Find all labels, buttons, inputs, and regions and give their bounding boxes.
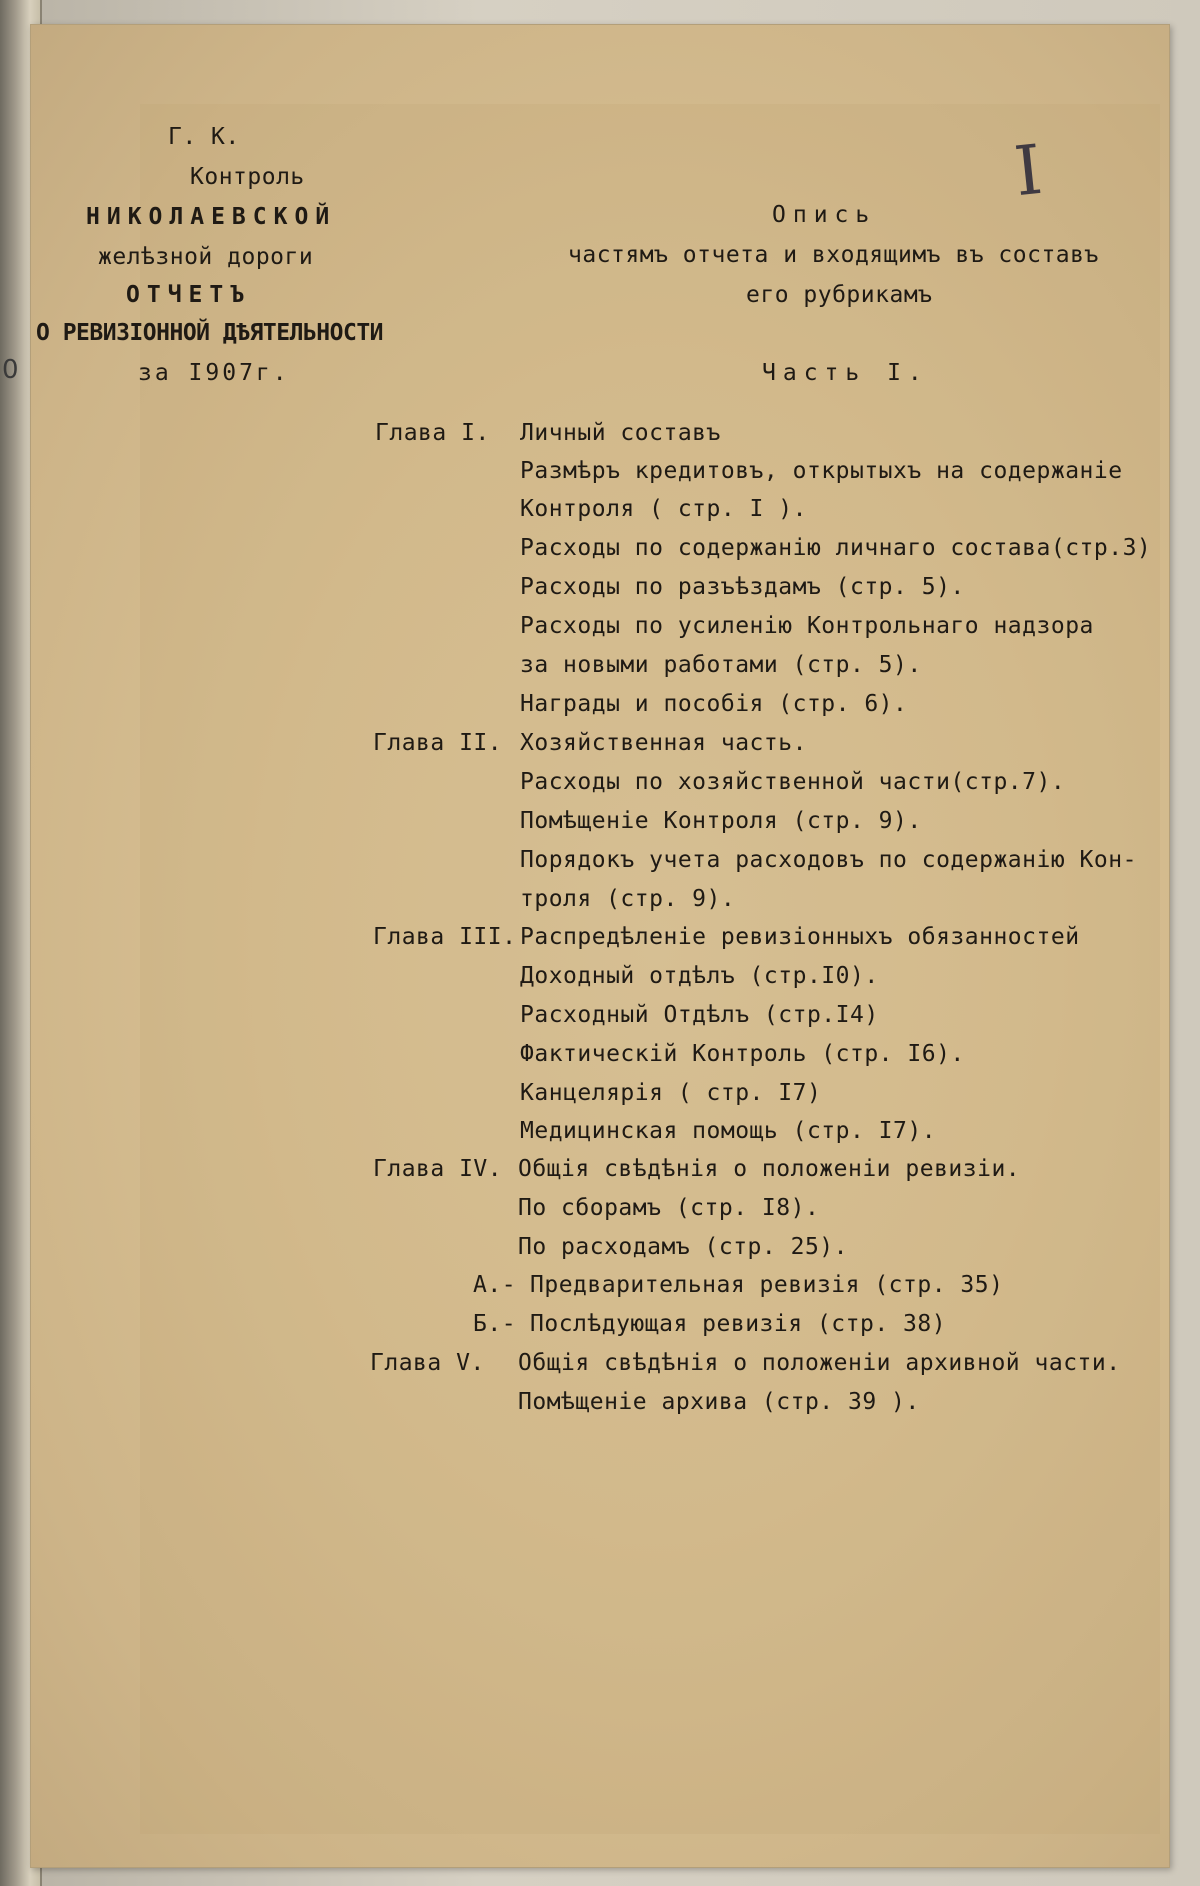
sub-item-letter: А.-: [473, 1272, 517, 1298]
chapter-item: По расходамъ (стр. 25).: [518, 1234, 848, 1260]
header-left-line7: за І907г.: [138, 360, 290, 386]
header-left-line1: Г. К.: [168, 124, 240, 150]
chapter-label: Глава II.: [373, 730, 503, 756]
chapter-item: Доходный отдѣлъ (стр.I0).: [520, 963, 879, 989]
header-left-line6: О РЕВИЗІОННОЙ ДѢЯТЕЛЬНОСТИ: [36, 320, 384, 346]
chapter-item: Фактическій Контроль (стр. I6).: [520, 1041, 965, 1067]
chapter-item: Расходы по усиленію Контрольнаго надзора: [520, 613, 1094, 639]
chapter-item: Контроля ( стр. I ).: [520, 496, 807, 522]
document-page: [30, 24, 1170, 1868]
header-right-subtitle1: частямъ отчета и входящимъ въ составъ: [568, 242, 1099, 268]
header-left-line5: ОТЧЕТЪ: [126, 282, 252, 308]
chapter-item: По сборамъ (стр. I8).: [518, 1195, 820, 1221]
header-left-line4: желѣзной дороги: [98, 244, 314, 270]
chapter-item: Хозяйственная часть.: [520, 730, 807, 756]
chapter-item: Расходный Отдѣлъ (стр.I4): [520, 1002, 879, 1028]
chapter-item: Расходы по разъѣздамъ (стр. 5).: [520, 574, 965, 600]
chapter-item: Размѣръ кредитовъ, открытыхъ на содержаніе: [520, 458, 1123, 484]
chapter-label: Глава I.: [375, 420, 490, 446]
chapter-item: Помѣщеніе архива (стр. 39 ).: [518, 1389, 920, 1415]
chapter-label: Глава V.: [370, 1350, 485, 1376]
chapter-item: Расходы по хозяйственной части(стр.7).: [520, 769, 1066, 795]
header-left-line3: НИКОЛАЕВСКОЙ: [86, 204, 337, 230]
chapter-item: Общія свѣдѣнія о положеніи архивной части.: [518, 1350, 1121, 1376]
pencil-mark: I: [1010, 130, 1046, 213]
chapter-item: Награды и пособія (стр. 6).: [520, 691, 908, 717]
chapter-item: Канцелярія ( стр. I7): [520, 1080, 822, 1106]
chapter-label: Глава III.: [373, 924, 517, 950]
sub-item-text: Послѣдующая ревизія (стр. 38): [530, 1311, 947, 1337]
header-left-line2: Контроль: [190, 164, 305, 190]
chapter-label: Глава IV.: [373, 1156, 503, 1182]
header-right-subtitle2: его рубрикамъ: [746, 282, 933, 308]
chapter-item: Личный составъ: [520, 420, 721, 446]
header-right-title: Опись: [772, 202, 877, 228]
edge-mark: 0: [2, 355, 19, 385]
chapter-item: Общія свѣдѣнія о положеніи ревизіи.: [518, 1156, 1021, 1182]
sub-item-text: Предварительная ревизія (стр. 35): [530, 1272, 1004, 1298]
chapter-item: Медицинская помощь (стр. I7).: [520, 1118, 937, 1144]
chapter-item: Распредѣленіе ревизіонныхъ обязанностей: [520, 924, 1080, 950]
chapter-item: троля (стр. 9).: [520, 886, 736, 912]
chapter-item: Помѣщеніе Контроля (стр. 9).: [520, 808, 922, 834]
sub-item-letter: Б.-: [473, 1311, 517, 1337]
chapter-item: Порядокъ учета расходовъ по содержанію Кон-: [520, 847, 1137, 873]
chapter-item: за новыми работами (стр. 5).: [520, 652, 922, 678]
header-right-part: Часть I.: [762, 360, 929, 386]
chapter-item: Расходы по содержанію личнаго состава(стр.3): [520, 535, 1152, 561]
